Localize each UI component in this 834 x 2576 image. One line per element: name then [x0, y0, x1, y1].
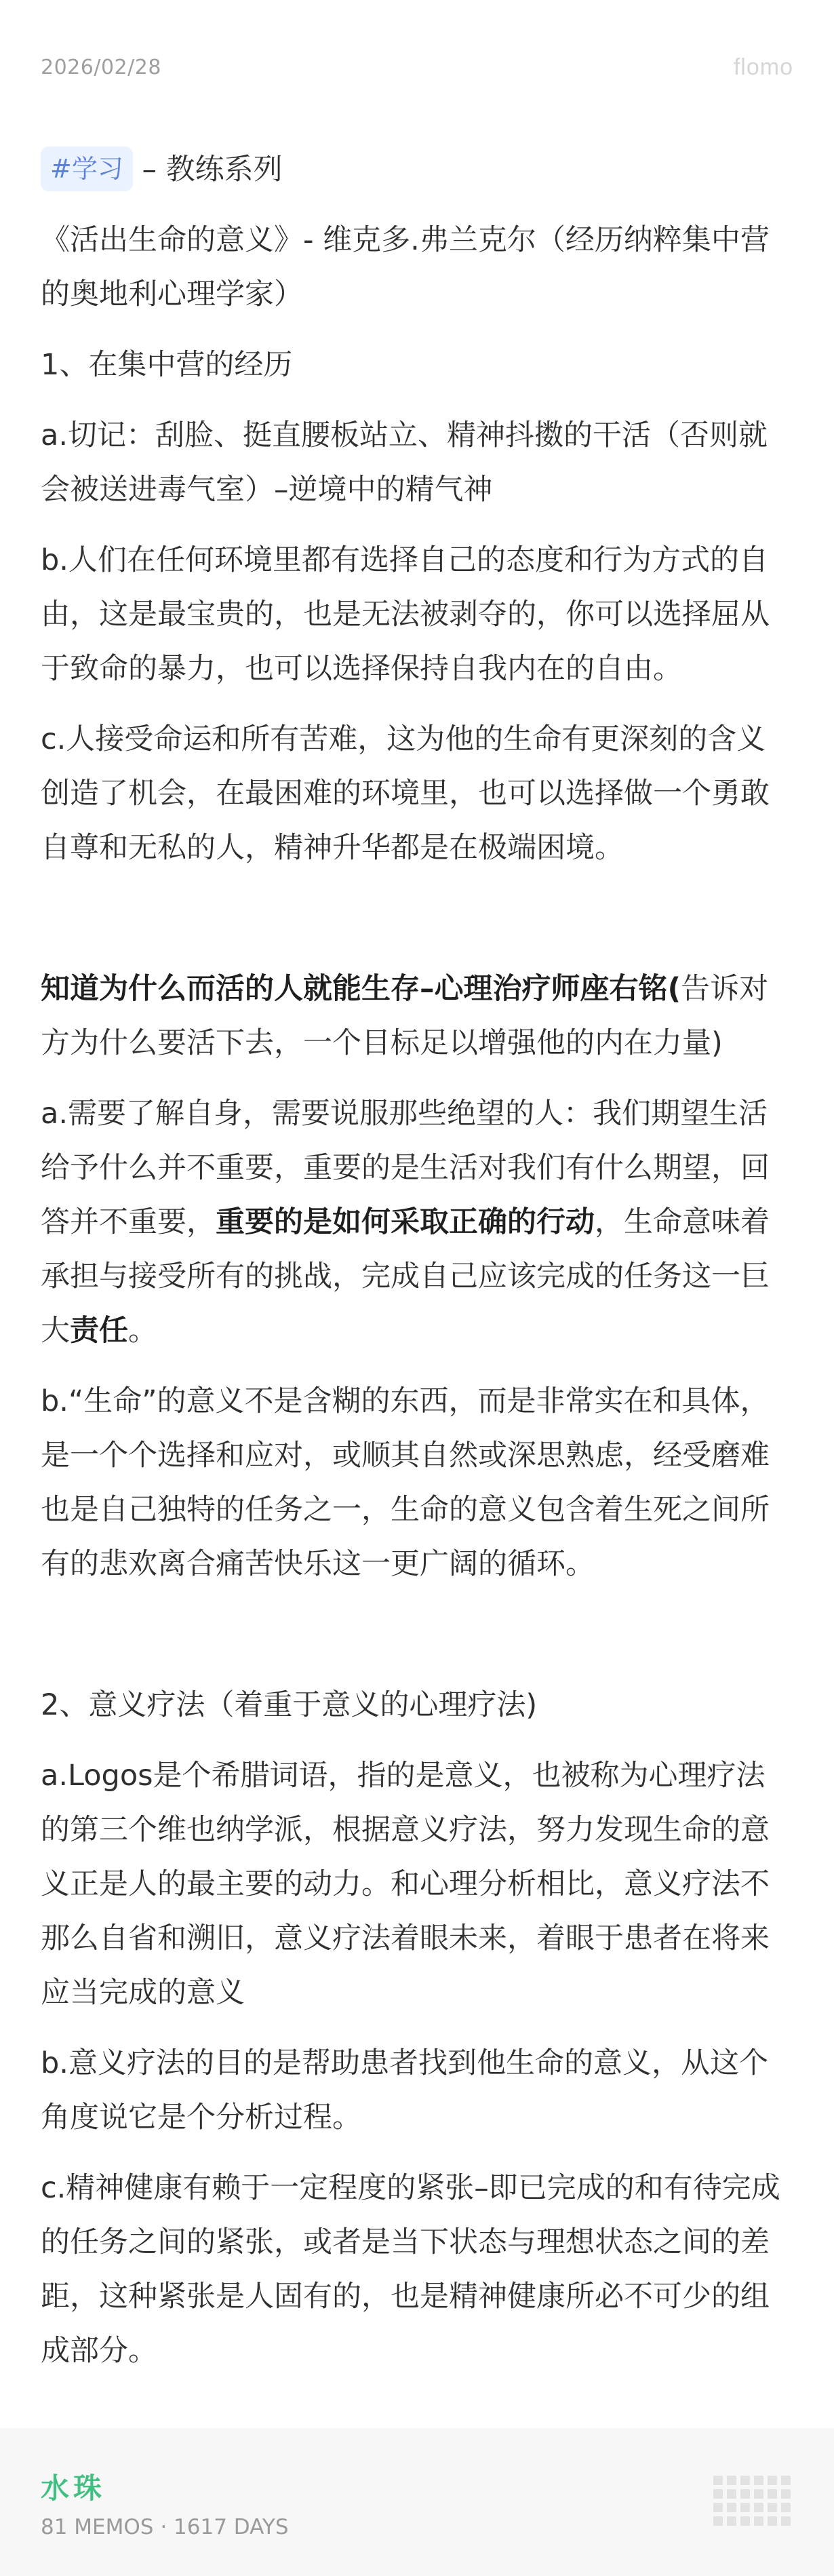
memo-title-line — [41, 142, 793, 197]
paragraph: a.Logos是个希腊词语，指的是意义，也被称为心理疗法的第三个维也纳学派，根据意义疗法，努力发现生命的意义正是人的最主要的动力。和心理分析相比，意义疗法不那么自省和溯旧，意义疗法着眼未来，着眼于患者在将来应当完成的意义 — [41, 1759, 770, 2010]
memo-date: 2026/02/28 — [41, 56, 161, 79]
bold-text: 责任 — [70, 1314, 128, 1348]
memo-stats: 81 MEMOS · 1617 DAYS — [41, 2515, 289, 2539]
paragraph: b.“生命”的意义不是含糊的东西，而是非常实在和具体，是一个个选择和应对，或顺其自然或深思熟虑，经受磨难也是自己独特的任务之一，生命的意义包含着生死之间所有的悲欢离合痛苦快乐这一更广阔的循环。 — [41, 1384, 770, 1581]
paragraph: b.人们在任何环境里都有选择自己的态度和行为方式的自由，这是最宝贵的，也是无法被剥夺的，你可以选择屈从于致命的暴力，也可以选择保持自我内在的自由。 — [41, 543, 770, 686]
author-name: 水珠 — [41, 2472, 106, 2505]
paragraph: 2、意义疗法（着重于意义的心理疗法) — [41, 1688, 538, 1722]
bold-text: 知道为什么而活的人就能生存–心理治疗师座右铭( — [41, 972, 681, 1006]
flomo-logo: flomo — [733, 54, 793, 80]
memo-content — [41, 142, 793, 2394]
text-span: 。 — [128, 1314, 157, 1348]
paragraph: 1、在集中营的经历 — [41, 348, 293, 382]
paragraph: c.精神健康有赖于一定程度的紧张–即已完成的和有待完成的任务之间的紧张，或者是当下状态与理想状态之间的差距，这种紧张是人固有的，也是精神健康所必不可少的组成部分。 — [41, 2171, 780, 2368]
memo-footer — [0, 2428, 834, 2576]
paragraph: 《活出生命的意义》- 维克多.弗兰克尔（经历纳粹集中营的奥地利心理学家） — [41, 223, 770, 311]
paragraph: c.人接受命运和所有苦难，这为他的生命有更深刻的含义创造了机会，在最困难的环境里，也可以选择做一个勇敢自尊和无私的人，精神升华都是在极端困境。 — [41, 722, 770, 865]
spacer — [41, 1607, 793, 1678]
text-span: ，生命意味着承担与接受所有的挑战，完成自己应该完成的任务这一巨大 — [41, 1205, 770, 1348]
paragraph — [41, 1087, 793, 1358]
grid-pattern-icon — [713, 2476, 793, 2527]
paragraph — [41, 962, 793, 1070]
text-span: a.需要了解自身，需要说服那些绝望的人：我们期望生活给予什么并不重要，重要的是生活对我们有什么期望，回答并不重要， — [41, 1097, 770, 1239]
bold-text: 重要的是如何采取正确的行动 — [216, 1205, 595, 1239]
tag-link[interactable]: #学习 — [41, 147, 133, 191]
spacer — [41, 891, 793, 962]
text-span: 告诉对方为什么要活下去，一个目标足以增强他的内在力量) — [41, 972, 769, 1060]
paragraph: b.意义疗法的目的是帮助患者找到他生命的意义，从这个角度说它是个分析过程。 — [41, 2046, 768, 2134]
paragraph: a.切记：刮脸、挺直腰板站立、精神抖擞的干活（否则就会被送进毒气室）–逆境中的精气神 — [41, 418, 768, 507]
title-suffix: – 教练系列 — [132, 153, 283, 187]
